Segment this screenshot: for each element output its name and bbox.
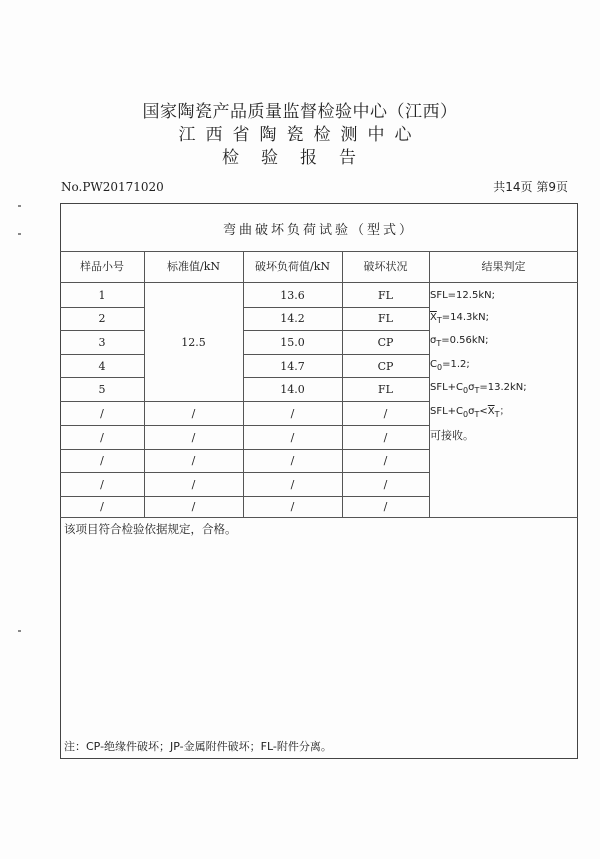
report-org-title: 国家陶瓷产品质量监督检验中心（江西） xyxy=(142,102,458,122)
table-rule xyxy=(243,307,429,308)
scan-mark xyxy=(18,205,21,207)
cell-sample-no: / xyxy=(100,478,104,491)
cell-standard: / xyxy=(191,454,196,467)
cell-status: FL xyxy=(378,289,393,302)
cell-load: / xyxy=(290,500,295,513)
table-rule xyxy=(243,377,429,378)
cell-standard: / xyxy=(191,431,196,444)
standard-value: 12.5 xyxy=(181,336,206,349)
sigma-value: =0.56kN; xyxy=(441,335,489,346)
sum-value: =13.2kN; xyxy=(479,382,527,393)
table-rule xyxy=(60,496,430,497)
table-rule xyxy=(60,354,144,355)
cell-standard: / xyxy=(191,500,196,513)
cell-sample-no: 3 xyxy=(98,336,106,349)
table-rule xyxy=(60,377,144,378)
conclusion-text: 该项目符合检验依据规定，合格。 xyxy=(64,522,237,536)
cell-sample-no: 2 xyxy=(98,312,106,325)
mean-value: =14.3kN; xyxy=(441,312,490,323)
cmp-sigma: σ xyxy=(468,406,475,417)
cell-standard: / xyxy=(191,478,196,491)
c0-subscript: 0 xyxy=(436,363,443,372)
report-center-title: 江西省陶瓷检测中心 xyxy=(178,125,422,145)
result-sigma xyxy=(430,334,489,350)
col-header-sample-no: 样品小号 xyxy=(80,260,124,273)
table-rule xyxy=(60,517,578,518)
scan-mark xyxy=(18,233,21,235)
mean-subscript: T xyxy=(436,316,442,325)
table-title: 弯曲破坏负荷试验（型式） xyxy=(222,223,415,238)
result-mean xyxy=(430,311,489,327)
result-compare xyxy=(430,405,510,421)
table-rule xyxy=(60,307,144,308)
cell-status: FL xyxy=(378,383,393,396)
table-rule xyxy=(60,330,144,331)
table-rule xyxy=(243,330,429,331)
col-header-load: 破坏负荷值/kN xyxy=(255,260,330,273)
sum-sigma: σ xyxy=(468,382,475,393)
result-sfl: SFL=12.5kN; xyxy=(430,290,495,301)
table-rule xyxy=(60,449,430,450)
cell-sample-no: / xyxy=(100,431,104,444)
cmp-mean-subscript: T xyxy=(494,410,500,419)
cmp-operator: < xyxy=(479,406,488,417)
cell-load: / xyxy=(290,454,295,467)
cell-status: / xyxy=(383,454,388,467)
cell-load: / xyxy=(290,478,295,491)
cell-load: 13.6 xyxy=(280,289,305,302)
cmp-subscript: 0 xyxy=(463,410,469,419)
col-header-result: 结果判定 xyxy=(481,260,526,273)
table-rule xyxy=(60,472,430,473)
table-rule xyxy=(243,354,429,355)
col-header-status: 破坏状况 xyxy=(363,260,408,273)
cell-status: / xyxy=(383,478,388,491)
footnote-text: 注：CP-绝缘件破坏；JP-金属附件破坏；FL-附件分离。 xyxy=(64,740,332,753)
cell-sample-no: 1 xyxy=(98,289,106,302)
cell-load: 14.7 xyxy=(280,360,305,373)
table-rule xyxy=(60,425,430,426)
sum-subscript: 0 xyxy=(463,386,469,395)
result-sum xyxy=(430,381,527,397)
cell-status: / xyxy=(383,431,388,444)
document-number: No.PW20171020 xyxy=(61,180,164,194)
cell-status: CP xyxy=(377,336,394,349)
cell-load: 14.2 xyxy=(280,312,305,325)
scan-mark xyxy=(18,630,21,632)
sum-subscript-t: T xyxy=(474,386,480,395)
cell-sample-no: / xyxy=(100,454,104,467)
cell-load: 14.0 xyxy=(280,383,305,396)
col-header-standard: 标准值/kN xyxy=(167,260,220,273)
cmp-prefix: SFL+C xyxy=(430,406,464,417)
table-rule xyxy=(60,251,578,252)
table-rule xyxy=(60,401,430,402)
cell-sample-no: 4 xyxy=(98,360,106,373)
cell-sample-no: 5 xyxy=(98,383,106,396)
page-info: 共14页 第9页 xyxy=(493,180,568,194)
report-doc-title: 检验报告 xyxy=(222,148,378,168)
cell-sample-no: / xyxy=(100,500,104,513)
c0-symbol: C xyxy=(430,359,437,370)
cell-status: FL xyxy=(378,312,393,325)
cmp-end: ； xyxy=(499,406,510,417)
sigma-symbol: σ xyxy=(430,335,437,346)
cell-status: CP xyxy=(377,360,394,373)
table-rule xyxy=(60,282,578,283)
cell-status: / xyxy=(383,500,388,513)
cell-sample-no: / xyxy=(100,407,104,420)
result-c0 xyxy=(430,358,470,374)
cell-load: / xyxy=(290,407,295,420)
cell-status: / xyxy=(383,407,388,420)
c0-value: =1.2; xyxy=(442,359,470,370)
sum-prefix: SFL+C xyxy=(430,382,464,393)
mean-symbol: $\overline{X}$ xyxy=(430,312,437,323)
cell-load: / xyxy=(290,431,295,444)
result-accept: 可接收。 xyxy=(430,429,474,442)
cell-load: 15.0 xyxy=(280,336,305,349)
cmp-mean-symbol: $\overline{X}$ xyxy=(487,406,495,417)
sigma-subscript: T xyxy=(436,339,442,348)
cell-standard: / xyxy=(191,407,196,420)
cmp-subscript-t: T xyxy=(474,410,480,419)
